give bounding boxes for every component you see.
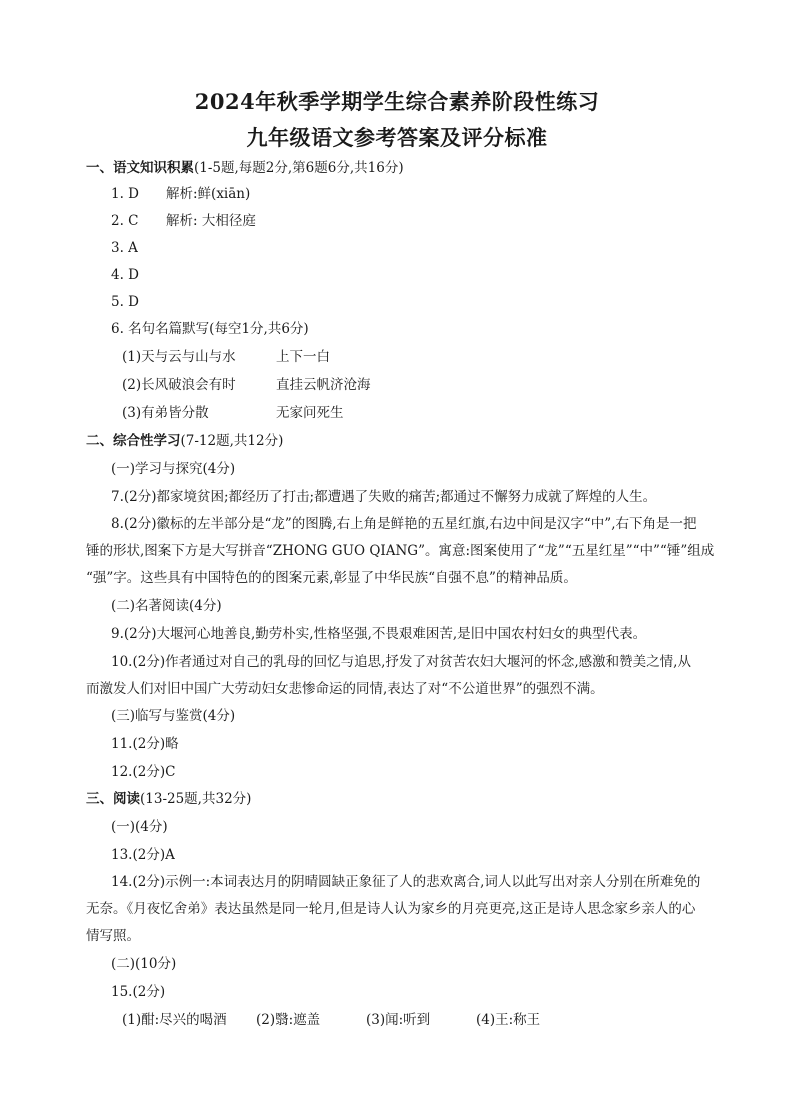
answer-14-line-1: 14.(2分)示例一:本词表达月的阴晴圆缺正象征了人的悲欢离合,词人以此写出对亲人分别在所难免的	[111, 874, 701, 890]
answer-14-line-2: 无奈。《月夜忆舍弟》表达虽然是同一轮月,但是诗人认为家乡的月亮更亮,这正是诗人思念家乡亲人的心	[86, 901, 696, 917]
answer-8-line-3: “强”字。这些具有中国特色的的图案元素,彰显了中华民族“自强不息”的精神品质。	[86, 570, 577, 586]
part-2-1-heading: (一)学习与探究(4分)	[111, 461, 236, 477]
answer-15-4: (4)王:称王	[476, 1012, 541, 1028]
section-2-title: 二、综合性学习	[86, 433, 181, 449]
answer-2-note: 解析: 大相径庭	[166, 213, 256, 229]
page-subtitle: 九年级语文参考答案及评分标准	[246, 125, 548, 150]
answer-6-2-second: 直挂云帆济沧海	[276, 377, 371, 393]
section-1-note: (1-5题,每题2分,第6题6分,共16分)	[194, 160, 404, 176]
answer-6-1	[122, 347, 330, 367]
answer-8-line-1: 8.(2分)徽标的左半部分是“龙”的图腾,右上角是鲜艳的五星红旗,右边中间是汉字“中”,右下角是一把	[111, 516, 697, 532]
answer-7: 7.(2分)都家境贫困;都经历了打击;都遭遇了失败的痛苦;都通过不懈努力成就了辉煌的人生。	[111, 489, 657, 505]
section-3-title: 三、阅读	[86, 791, 140, 807]
answer-5: 5. D	[111, 294, 139, 310]
answer-9: 9.(2分)大堰河心地善良,勤劳朴实,性格坚强,不畏艰难困苦,是旧中国农村妇女的典型代表。	[111, 626, 647, 642]
answer-15-items	[122, 1010, 541, 1030]
part-3-1-heading: (一)(4分)	[111, 819, 168, 835]
section-2-note: (7-12题,共12分)	[180, 433, 284, 449]
answer-2-choice: 2. C	[111, 213, 139, 229]
answer-6-3-second: 无家问死生	[276, 405, 344, 421]
answer-4: 4. D	[111, 267, 139, 283]
page-title: 2024年秋季学期学生综合素养阶段性练习	[194, 89, 600, 114]
answer-2	[111, 211, 256, 231]
answer-10-line-2: 而激发人们对旧中国广大劳动妇女悲惨命运的同情,表达了对“不公道世界”的强烈不满。	[86, 681, 604, 697]
answer-6-1-second: 上下一白	[276, 349, 330, 365]
part-3-2-heading: (二)(10分)	[111, 956, 177, 972]
answer-3: 3. A	[111, 240, 138, 256]
answer-1	[111, 184, 251, 204]
answer-1-note: 解析:鲜(xiān)	[166, 186, 251, 202]
answer-6-heading: 6. 名句名篇默写(每空1分,共6分)	[111, 321, 309, 337]
answer-15-3: (3)闻:听到	[366, 1012, 431, 1028]
section-1-title: 一、语文知识积累	[86, 160, 194, 176]
answer-6-2	[122, 375, 371, 395]
answer-15-heading: 15.(2分)	[111, 984, 166, 1000]
answer-15-1: (1)酣:尽兴的喝酒	[122, 1012, 227, 1028]
part-2-2-heading: (二)名著阅读(4分)	[111, 598, 222, 614]
answer-11: 11.(2分)略	[111, 736, 179, 752]
answer-6-3-first: (3)有弟皆分散	[122, 405, 209, 421]
answer-10-line-1: 10.(2分)作者通过对自己的乳母的回忆与追思,抒发了对贫苦农妇大堰河的怀念,感激和赞美之情,从	[111, 654, 691, 670]
answer-14-line-3: 情写照。	[86, 928, 140, 944]
answer-6-2-first: (2)长风破浪会有时	[122, 377, 236, 393]
section-3-note: (13-25题,共32分)	[140, 791, 252, 807]
answer-13: 13.(2分)A	[111, 847, 175, 863]
answer-1-choice: 1. D	[111, 186, 139, 202]
answer-15-2: (2)翳:遮盖	[256, 1012, 321, 1028]
part-2-3-heading: (三)临写与鉴赏(4分)	[111, 708, 236, 724]
answer-8-line-2: 锤的形状,图案下方是大写拼音“ZHONG GUO QIANG”。寓意:图案使用了“龙”“五星红星”“中”“锤”组成	[86, 543, 715, 559]
section-2-heading	[86, 431, 283, 451]
answer-12: 12.(2分)C	[111, 764, 176, 780]
answer-6-1-first: (1)天与云与山与水	[122, 349, 236, 365]
section-1-heading	[86, 158, 404, 178]
answer-6-3	[122, 403, 344, 423]
section-3-heading	[86, 789, 251, 809]
